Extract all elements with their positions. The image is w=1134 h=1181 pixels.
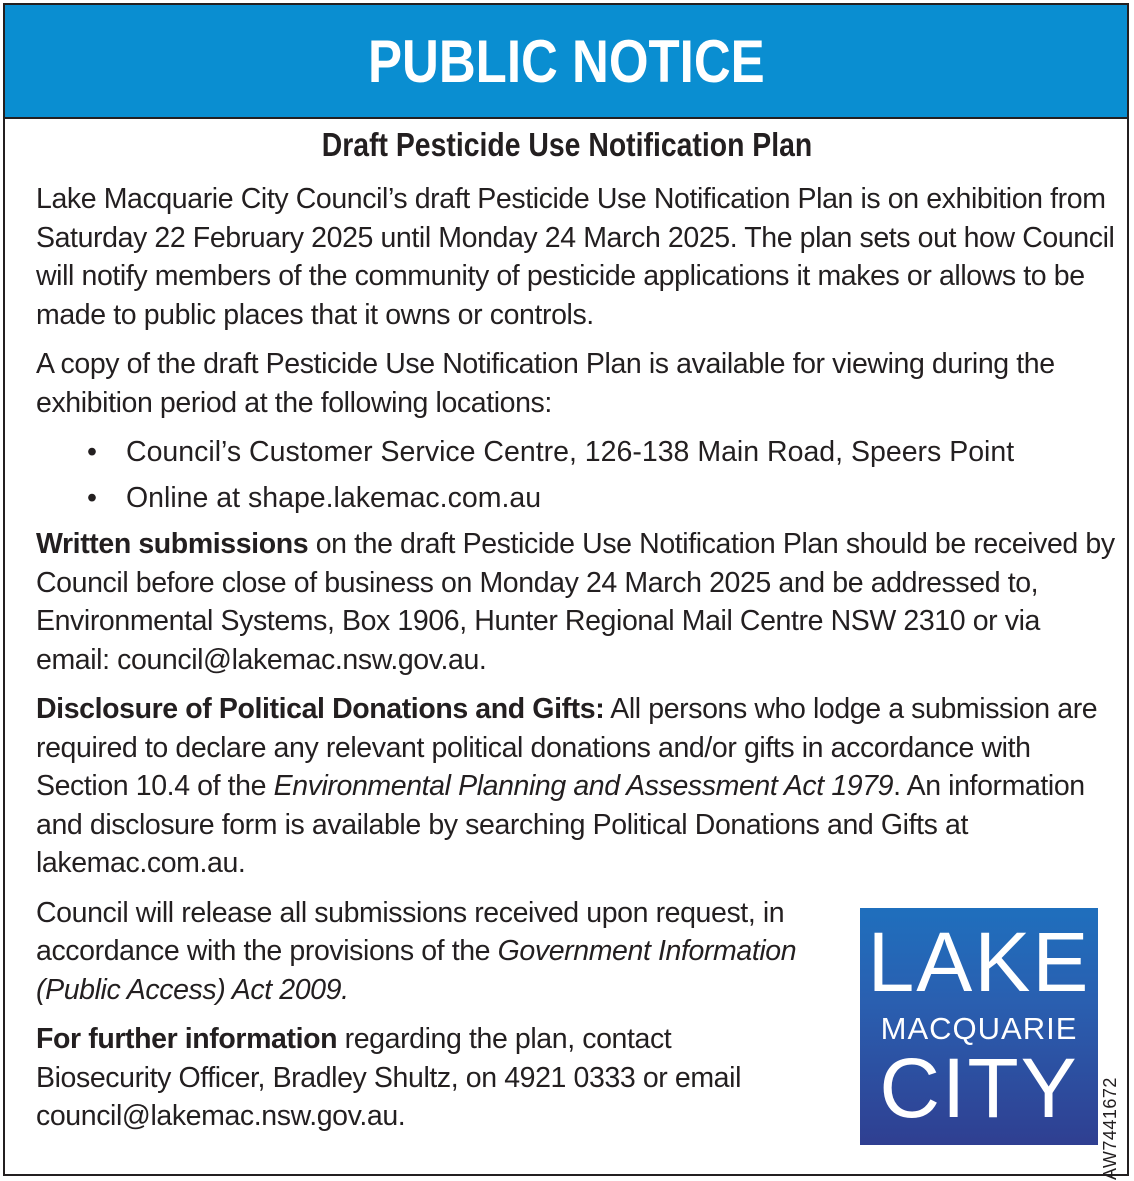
- logo-line-city: CITY: [879, 1041, 1079, 1135]
- notice-header: PUBLIC NOTICE: [367, 27, 765, 95]
- disclosure-text-1: All persons who lodge a submission are required to declare any relevant political donations and/or gifts in accordance with Section 10.4 of the: [36, 693, 1098, 802]
- release-act: Government Information (Public Access) Act 2009.: [36, 935, 797, 1006]
- info-paragraph: [36, 1020, 756, 1136]
- location-text: Council’s Customer Service Centre, 126-138 Main Road, Speers Point: [126, 436, 1015, 468]
- disclosure-paragraph: [36, 690, 1116, 883]
- release-text: Council will release all submissions received upon request, in accordance with the provisions of the: [36, 896, 785, 967]
- disclosure-act: Environmental Planning and Assessment Act 1979: [273, 770, 894, 802]
- submissions-lead: Written submissions: [36, 528, 309, 560]
- lake-macquarie-city-logo: [860, 908, 1098, 1145]
- bullet-icon: •: [87, 482, 97, 514]
- logo-line-lake: LAKE: [867, 915, 1091, 1009]
- disclosure-lead: Disclosure of Political Donations and Gifts:: [36, 693, 605, 725]
- info-lead: For further information: [36, 1023, 338, 1055]
- location-text: Online at shape.lakemac.com.au: [126, 482, 542, 514]
- list-item: [36, 479, 1116, 517]
- reference-number: AW7441672: [1100, 1077, 1120, 1180]
- list-item: [36, 433, 1116, 471]
- logo-line-macquarie: MACQUARIE: [880, 1011, 1078, 1046]
- release-paragraph: [36, 894, 826, 1010]
- disclosure-text-2: . An information and disclosure form is available by searching Political Donations and Gifts at lakemac.com.au.: [36, 770, 1085, 879]
- info-text: regarding the plan, contact Biosecurity Officer, Bradley Shultz, on 4921 0333 or email council@lakemac.nsw.gov.au.: [36, 1023, 741, 1132]
- header-banner: [5, 5, 1127, 119]
- availability-paragraph: A copy of the draft Pesticide Use Notification Plan is available for viewing during the exhibition period at the following locations:: [36, 348, 1055, 419]
- bullet-icon: •: [87, 436, 97, 468]
- submissions-text: on the draft Pesticide Use Notification Plan should be received by Council before close of business on Monday 24 March 2025 and be addressed to, Environmental Systems, Box 1906, Hunter Regional Mail Centre NSW 2310 or via email: council@lakemac.nsw.gov.au.: [36, 528, 1115, 676]
- exhibition-paragraph: Lake Macquarie City Council’s draft Pesticide Use Notification Plan is on exhibition from Saturday 22 February 2025 until Monday 24 March 2025. The plan sets out how Council will notify members of the community of pesticide applications it makes or allows to be made to public places that it owns or controls.: [36, 183, 1115, 331]
- notice-title: Draft Pesticide Use Notification Plan: [321, 126, 813, 163]
- locations-list: [36, 433, 1116, 517]
- submissions-paragraph: [36, 525, 1116, 679]
